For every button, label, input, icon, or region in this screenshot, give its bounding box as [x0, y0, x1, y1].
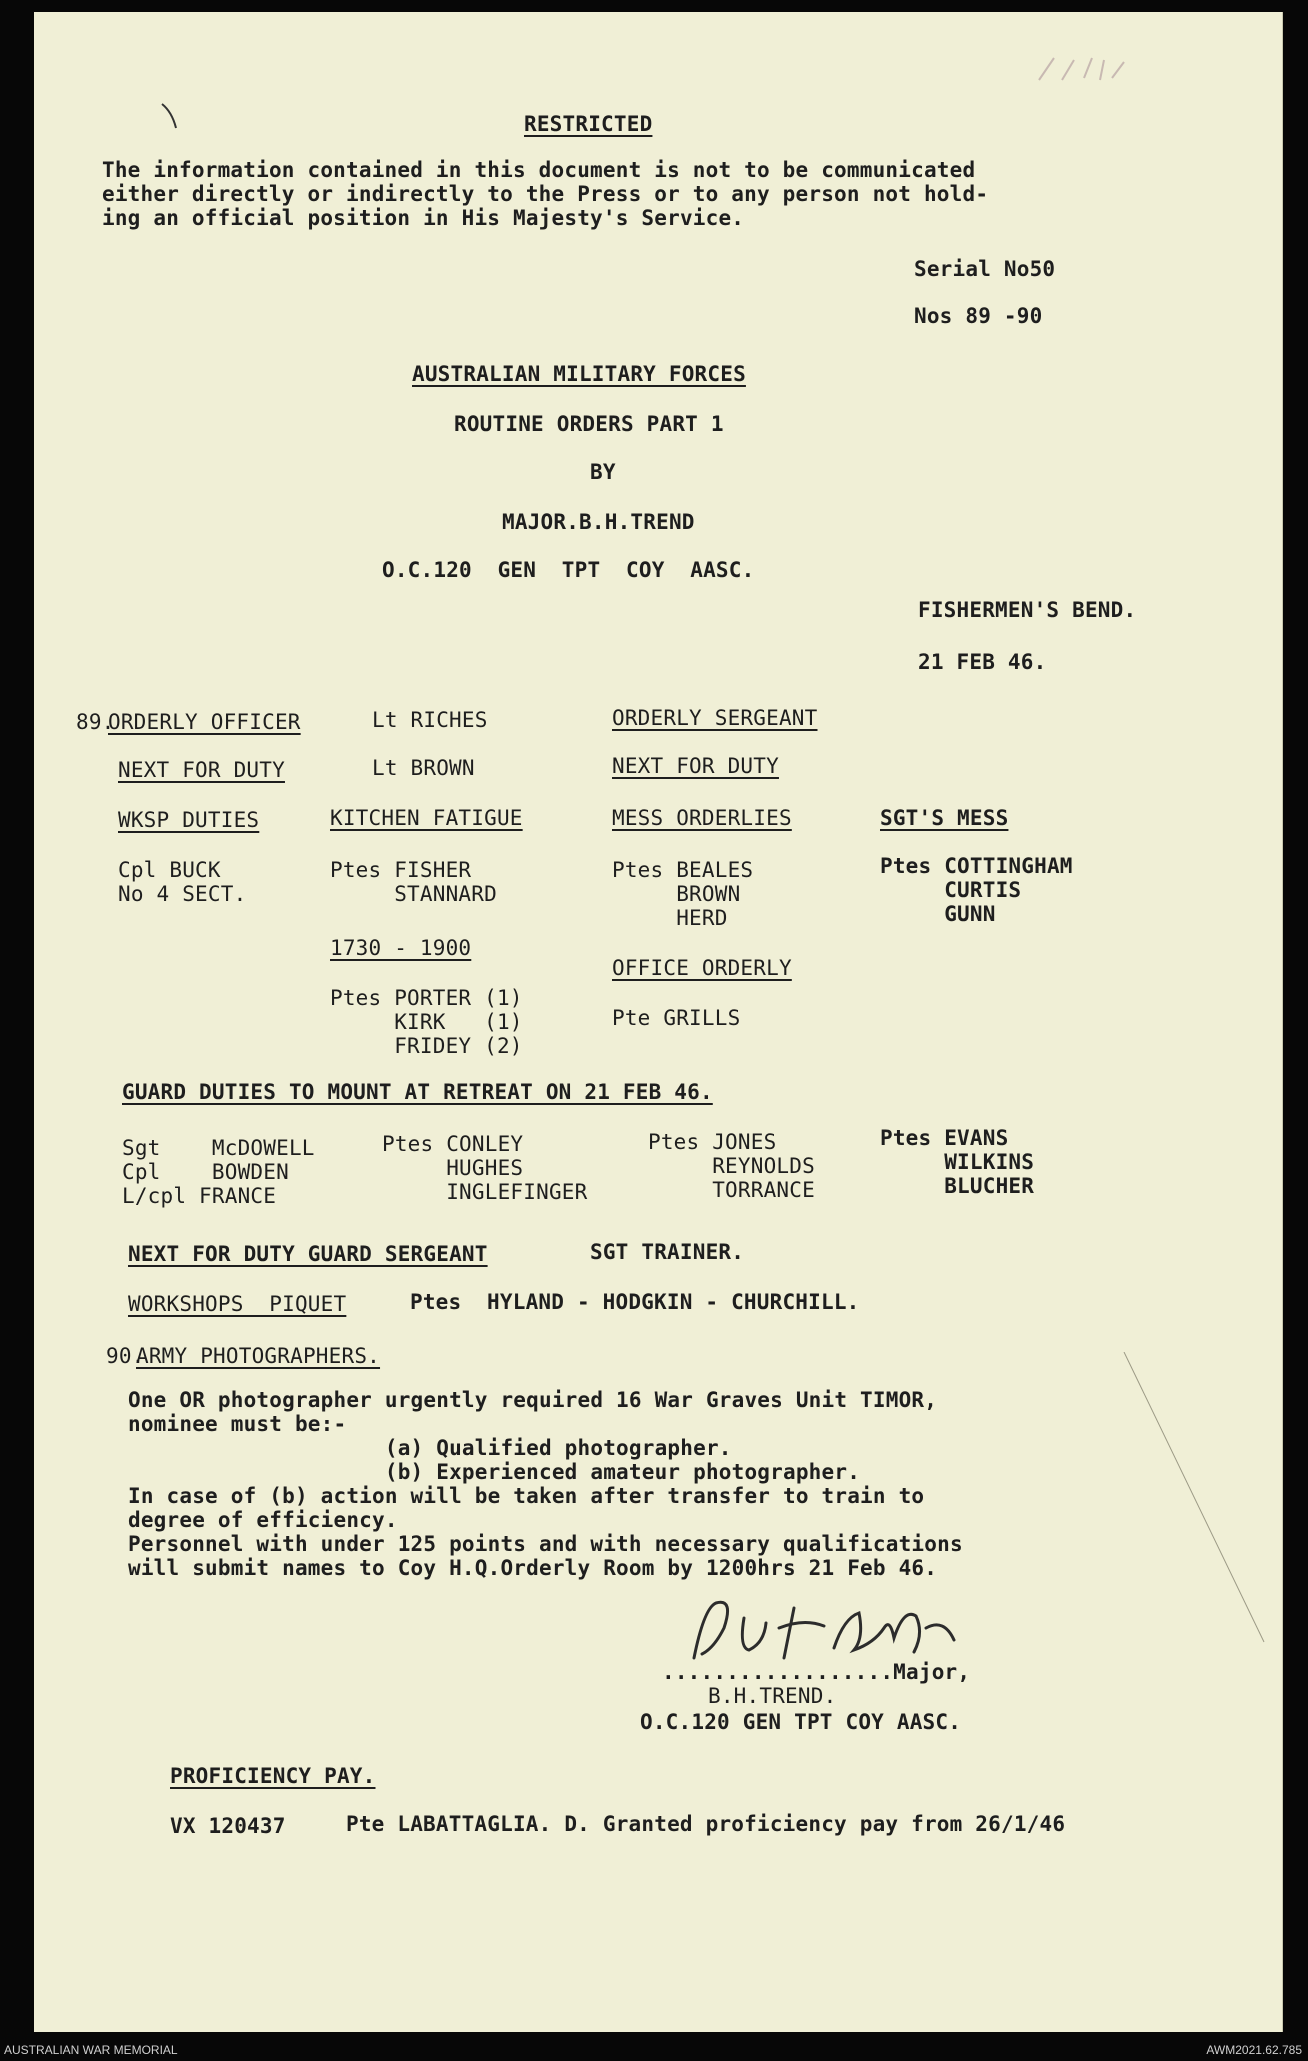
time-label: 1730 - 1900	[330, 936, 472, 960]
wksp-line-1: Cpl BUCK	[118, 858, 221, 882]
time-line-3: FRIDEY (2)	[330, 1034, 523, 1058]
title-line-1: AUSTRALIAN MILITARY FORCES	[412, 362, 746, 386]
title-line-2: ROUTINE ORDERS PART 1	[454, 412, 724, 436]
guard-col-2-line-1: Ptes CONLEY	[382, 1132, 524, 1156]
order-90-line-3: (a) Qualified photographer.	[128, 1436, 732, 1460]
guard-col-1-line-2: Cpl BOWDEN	[122, 1160, 289, 1184]
kitchen-line-2: STANNARD	[330, 882, 497, 906]
tick-mark	[154, 98, 194, 138]
order-90-line-2: nominee must be:-	[128, 1412, 347, 1436]
paper-crease	[1114, 1352, 1274, 1652]
footer-right-label: AWM2021.62.785	[1206, 2043, 1302, 2057]
wksp-duties-label: WKSP DUTIES	[118, 808, 260, 832]
signature-dots-line: ..................Major,	[662, 1660, 971, 1684]
next-for-duty-label: NEXT FOR DUTY	[118, 758, 285, 782]
notice-line-1: The information contained in this document is not to be communicated	[102, 158, 976, 182]
time-line-1: Ptes PORTER (1)	[330, 986, 523, 1010]
order-90-line-4: (b) Experienced amateur photographer.	[128, 1460, 861, 1484]
guard-col-3-line-1: Ptes JONES	[648, 1130, 777, 1154]
next-guard: SGT TRAINER.	[590, 1240, 745, 1264]
title-line-4: MAJOR.B.H.TREND	[502, 510, 695, 534]
signature-title: O.C.120 GEN TPT COY AASC.	[640, 1710, 962, 1734]
office-orderly-label: OFFICE ORDERLY	[612, 956, 792, 980]
wksp-line-2: No 4 SECT.	[118, 882, 247, 906]
guard-col-4-line-2: WILKINS	[880, 1150, 1035, 1174]
date: 21 FEB 46.	[918, 650, 1047, 674]
order-90-line-8: will submit names to Coy H.Q.Orderly Room by 1200hrs 21 Feb 46.	[128, 1556, 938, 1580]
title-line-3: BY	[590, 460, 616, 484]
guard-col-2-line-2: HUGHES	[382, 1156, 524, 1180]
orderly-sergeant-label: ORDERLY SERGEANT	[612, 706, 818, 730]
order-90-line-5: In case of (b) action will be taken after transfer to train to	[128, 1484, 925, 1508]
proficiency-heading: PROFICIENCY PAY.	[170, 1764, 376, 1788]
order-90-line-7: Personnel with under 125 points and with necessary qualifications	[128, 1532, 963, 1556]
proficiency-number: VX 120437	[170, 1814, 286, 1838]
time-line-2: KIRK (1)	[330, 1010, 523, 1034]
mess-line-2: BROWN	[612, 882, 741, 906]
order-90-heading: ARMY PHOTOGRAPHERS.	[136, 1344, 381, 1368]
next-guard-label: NEXT FOR DUTY GUARD SERGEANT	[128, 1242, 488, 1266]
guard-col-1-line-3: L/cpl FRANCE	[122, 1184, 277, 1208]
sgts-line-1: Ptes COTTINGHAM	[880, 854, 1073, 878]
order-numbers: Nos 89 -90	[914, 304, 1043, 328]
guard-duties-heading: GUARD DUTIES TO MOUNT AT RETREAT ON 21 FEB 46.	[122, 1080, 713, 1104]
order-89-number: 89.	[76, 710, 115, 734]
mess-line-1: Ptes BEALES	[612, 858, 754, 882]
mess-orderlies-label: MESS ORDERLIES	[612, 806, 792, 830]
guard-col-1-line-1: Sgt McDOWELL	[122, 1136, 315, 1160]
next-for-duty-label-2: NEXT FOR DUTY	[612, 754, 779, 778]
kitchen-line-1: Ptes FISHER	[330, 858, 472, 882]
order-90-number: 90.	[106, 1344, 145, 1368]
orderly-officer-label: ORDERLY OFFICER	[108, 710, 301, 734]
sgts-mess-label: SGT'S MESS	[880, 806, 1009, 830]
mess-line-3: HERD	[612, 906, 728, 930]
proficiency-text: Pte LABATTAGLIA. D. Granted proficiency pay from 26/1/46	[346, 1812, 1066, 1836]
orderly-officer: Lt RICHES	[372, 708, 488, 732]
guard-col-2-line-3: INGLEFINGER	[382, 1180, 588, 1204]
document-page	[34, 12, 1283, 2032]
sgts-line-3: GUNN	[880, 902, 996, 926]
next-for-duty: Lt BROWN	[372, 756, 475, 780]
place: FISHERMEN'S BEND.	[918, 598, 1137, 622]
workshops-piquet-label: WORKSHOPS PIQUET	[128, 1292, 347, 1316]
guard-col-4-line-3: BLUCHER	[880, 1174, 1035, 1198]
kitchen-fatigue-label: KITCHEN FATIGUE	[330, 806, 523, 830]
workshops-piquet: Ptes HYLAND - HODGKIN - CHURCHILL.	[410, 1290, 860, 1314]
footer-left-label: AUSTRALIAN WAR MEMORIAL	[4, 2043, 178, 2057]
guard-col-4-line-1: Ptes EVANS	[880, 1126, 1009, 1150]
notice-line-2: either directly or indirectly to the Press or to any person not hold-	[102, 182, 989, 206]
order-90-line-1: One OR photographer urgently required 16 War Graves Unit TIMOR,	[128, 1388, 938, 1412]
guard-col-3-line-3: TORRANCE	[648, 1178, 815, 1202]
serial-number: Serial No50	[914, 257, 1056, 281]
sgts-line-2: CURTIS	[880, 878, 1022, 902]
office-orderly: Pte GRILLS	[612, 1006, 741, 1030]
restricted-heading: RESTRICTED	[524, 112, 653, 136]
pencil-mark	[1034, 50, 1154, 90]
order-90-line-6: degree of efficiency.	[128, 1508, 398, 1532]
signature-name: B.H.TREND.	[708, 1684, 837, 1708]
title-line-5: O.C.120 GEN TPT COY AASC.	[382, 558, 755, 582]
guard-col-3-line-2: REYNOLDS	[648, 1154, 815, 1178]
notice-line-3: ing an official position in His Majesty's Service.	[102, 206, 745, 230]
